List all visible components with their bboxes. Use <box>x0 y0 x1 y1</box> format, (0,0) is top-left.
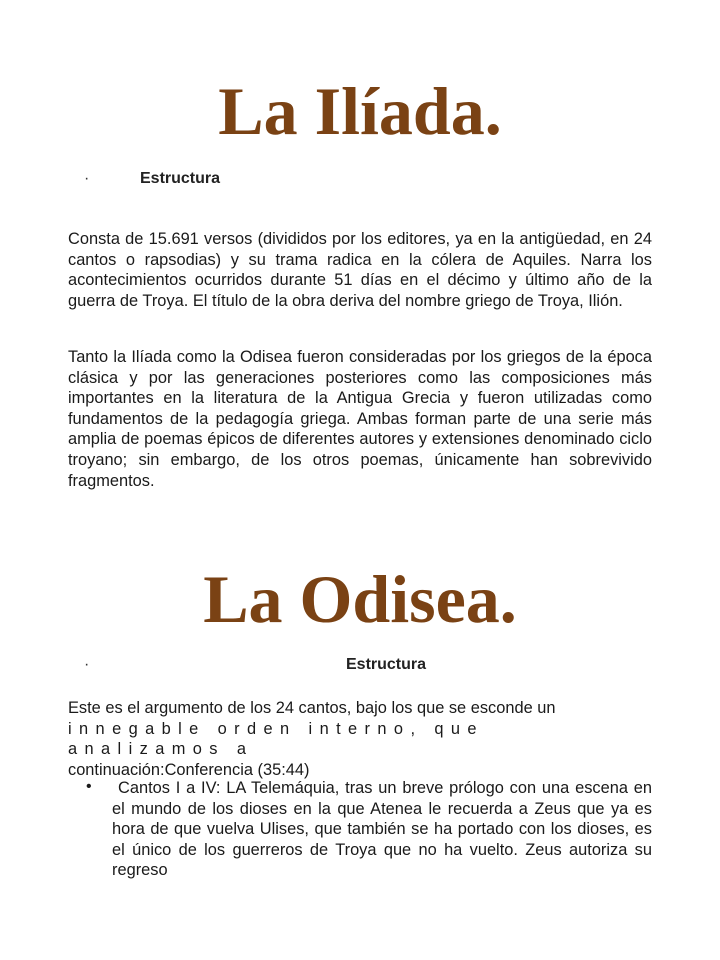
odisea-title: La Odisea. <box>203 561 517 637</box>
odisea-list-bullet: • <box>86 778 92 795</box>
iliada-bullet: · <box>84 170 90 187</box>
odisea-intro-line-2: innegable orden interno, que analizamos a <box>68 719 484 759</box>
odisea-subtitle: Estructura <box>346 656 427 673</box>
odisea-bullet: · <box>84 656 90 673</box>
iliada-subtitle: Estructura <box>140 170 221 187</box>
iliada-paragraph-2: Tanto la Ilíada como la Odisea fueron consideradas por los griegos de la época clásica y por las generaciones posteriores como las composiciones más importantes en la literatura de la Antigua Grecia y fueron utilizadas como fundamentos de la pedagogía griega. Ambas forman parte de una serie más amplia de poemas épicos de diferentes autores y extensiones denominado ciclo troyano; sin embargo, de los otros poemas, únicamente han sobrevivido fragmentos. <box>68 348 652 490</box>
odisea-intro-line-1: Este es el argumento de los 24 cantos, bajo los que se esconde un <box>68 699 556 717</box>
iliada-title: La Ilíada. <box>218 73 502 149</box>
odisea-intro <box>68 698 652 780</box>
odisea-intro-line-3: continuación:Conferencia (35:44) <box>68 760 310 779</box>
odisea-list-item: Cantos I a IV: LA Telemáquia, tras un breve prólogo con una escena en el mundo de los dioses en la que Atenea le recuerda a Zeus que ya es hora de que vuelva Ulises, que también se ha portado con los dioses, es el único de los guerreros de Troya que no ha vuelto. Zeus autoriza su regreso <box>112 779 652 880</box>
iliada-paragraph-1: Consta de 15.691 versos (divididos por los editores, ya en la antigüedad, en 24 cantos o rapsodias) y su trama radica en la cólera de Aquiles. Narra los acontecimientos ocurridos durante 51 días en el décimo y último año de la guerra de Troya. El título de la obra deriva del nombre griego de Troya, Ilión. <box>68 230 652 310</box>
